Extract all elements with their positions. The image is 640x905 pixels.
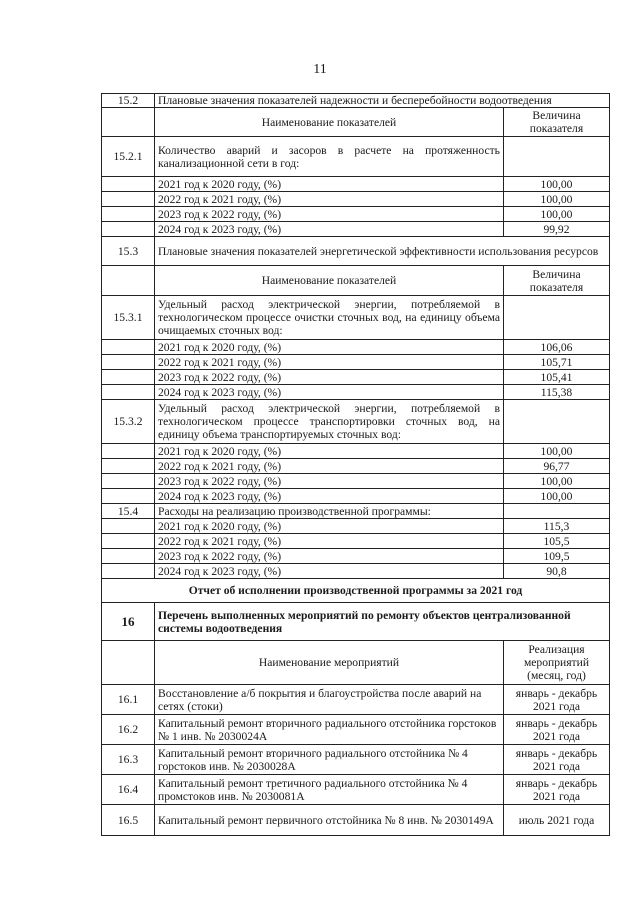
event-period: январь - декабрь 2021 года xyxy=(503,715,609,745)
column-header-name: Наименование мероприятий xyxy=(155,641,504,685)
event-period: июль 2021 года xyxy=(503,805,609,836)
section-number: 15.2 xyxy=(102,94,155,108)
row-label: 2022 год к 2021 году, (%) xyxy=(155,192,504,207)
page-number: 11 xyxy=(313,62,327,77)
event-row xyxy=(102,685,610,715)
event-name: Восстановление а/б покрытия и благоустройства после аварий на сетях (стоки) xyxy=(155,685,504,715)
event-period: январь - декабрь 2021 года xyxy=(503,685,609,715)
row-value: 105,5 xyxy=(503,534,609,549)
row-value: 100,00 xyxy=(503,444,609,459)
column-header-name: Наименование показателей xyxy=(155,266,504,296)
row-value: 100,00 xyxy=(503,177,609,192)
event-row xyxy=(102,745,610,775)
section-title: Плановые значения показателей энергетической эффективности использования ресурсов xyxy=(155,237,610,266)
table-row xyxy=(102,549,610,564)
row-label: 2023 год к 2022 году, (%) xyxy=(155,207,504,222)
row-label: 2021 год к 2020 году, (%) xyxy=(155,519,504,534)
row-value: 99,92 xyxy=(503,222,609,237)
table-row xyxy=(102,519,610,534)
event-period: январь - декабрь 2021 года xyxy=(503,775,609,805)
section-number: 15.4 xyxy=(102,504,155,519)
event-number: 16.5 xyxy=(102,805,155,836)
table-row xyxy=(102,489,610,504)
row-label: 2023 год к 2022 году, (%) xyxy=(155,370,504,385)
event-row xyxy=(102,715,610,745)
row-value: 109,5 xyxy=(503,549,609,564)
column-header-value: Реализация мероприятий (месяц, год) xyxy=(503,641,609,685)
report-title: Отчет об исполнении производственной программы за 2021 год xyxy=(102,579,610,603)
section-title: Расходы на реализацию производственной программы: xyxy=(155,504,504,519)
column-header-value: Величина показателя xyxy=(503,108,609,137)
column-header-name: Наименование показателей xyxy=(155,108,504,137)
row-value: 105,41 xyxy=(503,370,609,385)
event-name: Капитальный ремонт первичного отстойника № 8 инв. № 2030149А xyxy=(155,805,504,836)
indicator-row xyxy=(102,400,610,444)
table-row xyxy=(102,355,610,370)
row-label: 2022 год к 2021 году, (%) xyxy=(155,459,504,474)
indicator-number: 15.2.1 xyxy=(102,137,155,177)
event-period: январь - декабрь 2021 года xyxy=(503,745,609,775)
row-label: 2021 год к 2020 году, (%) xyxy=(155,177,504,192)
indicator-description: Удельный расход электрической энергии, потребляемой в технологическом процессе транспортировки сточных вод, на единицу объема транспортируемых сточных вод: xyxy=(155,400,504,444)
production-program-table xyxy=(101,93,610,836)
event-number: 16.2 xyxy=(102,715,155,745)
row-value: 100,00 xyxy=(503,207,609,222)
event-number: 16.4 xyxy=(102,775,155,805)
column-header-row xyxy=(102,641,610,685)
column-header-value: Величина показателя xyxy=(503,266,609,296)
indicator-number: 15.3.1 xyxy=(102,296,155,340)
table-row xyxy=(102,177,610,192)
row-value: 105,71 xyxy=(503,355,609,370)
row-label: 2024 год к 2023 году, (%) xyxy=(155,489,504,504)
indicator-description: Удельный расход электрической энергии, потребляемой в технологическом процессе очистки сточных вод, на единицу объема очищаемых сточных вод: xyxy=(155,296,504,340)
event-name: Капитальный ремонт третичного радиального отстойника № 4 промстоков инв. № 2030081А xyxy=(155,775,504,805)
column-header-row xyxy=(102,108,610,137)
row-value: 100,00 xyxy=(503,474,609,489)
section-title: Перечень выполненных мероприятий по ремонту объектов централизованной системы водоотведения xyxy=(155,603,610,641)
indicator-description: Количество аварий и засоров в расчете на протяженность канализационной сети в год: xyxy=(155,137,504,177)
event-row xyxy=(102,805,610,836)
table-row xyxy=(102,459,610,474)
section-15-2-header xyxy=(102,94,610,108)
table-row xyxy=(102,564,610,579)
section-16-header xyxy=(102,603,610,641)
row-label: 2022 год к 2021 году, (%) xyxy=(155,355,504,370)
indicator-number: 15.3.2 xyxy=(102,400,155,444)
indicator-row xyxy=(102,296,610,340)
row-label: 2021 год к 2020 году, (%) xyxy=(155,444,504,459)
table-row xyxy=(102,444,610,459)
report-title-row xyxy=(102,579,610,603)
indicator-row xyxy=(102,137,610,177)
row-value: 100,00 xyxy=(503,489,609,504)
row-label: 2023 год к 2022 году, (%) xyxy=(155,474,504,489)
section-title: Плановые значения показателей надежности и бесперебойности водоотведения xyxy=(155,94,610,108)
event-number: 16.3 xyxy=(102,745,155,775)
table-row xyxy=(102,222,610,237)
section-number: 15.3 xyxy=(102,237,155,266)
row-label: 2021 год к 2020 году, (%) xyxy=(155,340,504,355)
table-row xyxy=(102,207,610,222)
row-value: 106,06 xyxy=(503,340,609,355)
row-value: 90,8 xyxy=(503,564,609,579)
row-label: 2024 год к 2023 году, (%) xyxy=(155,222,504,237)
event-name: Капитальный ремонт вторичного радиального отстойника горстоков № 1 инв. № 2030024А xyxy=(155,715,504,745)
section-number: 16 xyxy=(102,603,155,641)
table-row xyxy=(102,474,610,489)
row-value: 100,00 xyxy=(503,192,609,207)
section-15-4-header xyxy=(102,504,610,519)
table-row xyxy=(102,340,610,355)
section-15-3-header xyxy=(102,237,610,266)
table-row xyxy=(102,385,610,400)
row-label: 2024 год к 2023 году, (%) xyxy=(155,385,504,400)
event-row xyxy=(102,775,610,805)
row-label: 2023 год к 2022 году, (%) xyxy=(155,549,504,564)
table-row xyxy=(102,192,610,207)
row-value: 96,77 xyxy=(503,459,609,474)
column-header-row xyxy=(102,266,610,296)
row-value: 115,3 xyxy=(503,519,609,534)
event-name: Капитальный ремонт вторичного радиального отстойника № 4 горстоков инв. № 2030028А xyxy=(155,745,504,775)
row-label: 2024 год к 2023 году, (%) xyxy=(155,564,504,579)
event-number: 16.1 xyxy=(102,685,155,715)
table-row xyxy=(102,534,610,549)
table-row xyxy=(102,370,610,385)
row-label: 2022 год к 2021 году, (%) xyxy=(155,534,504,549)
row-value: 115,38 xyxy=(503,385,609,400)
